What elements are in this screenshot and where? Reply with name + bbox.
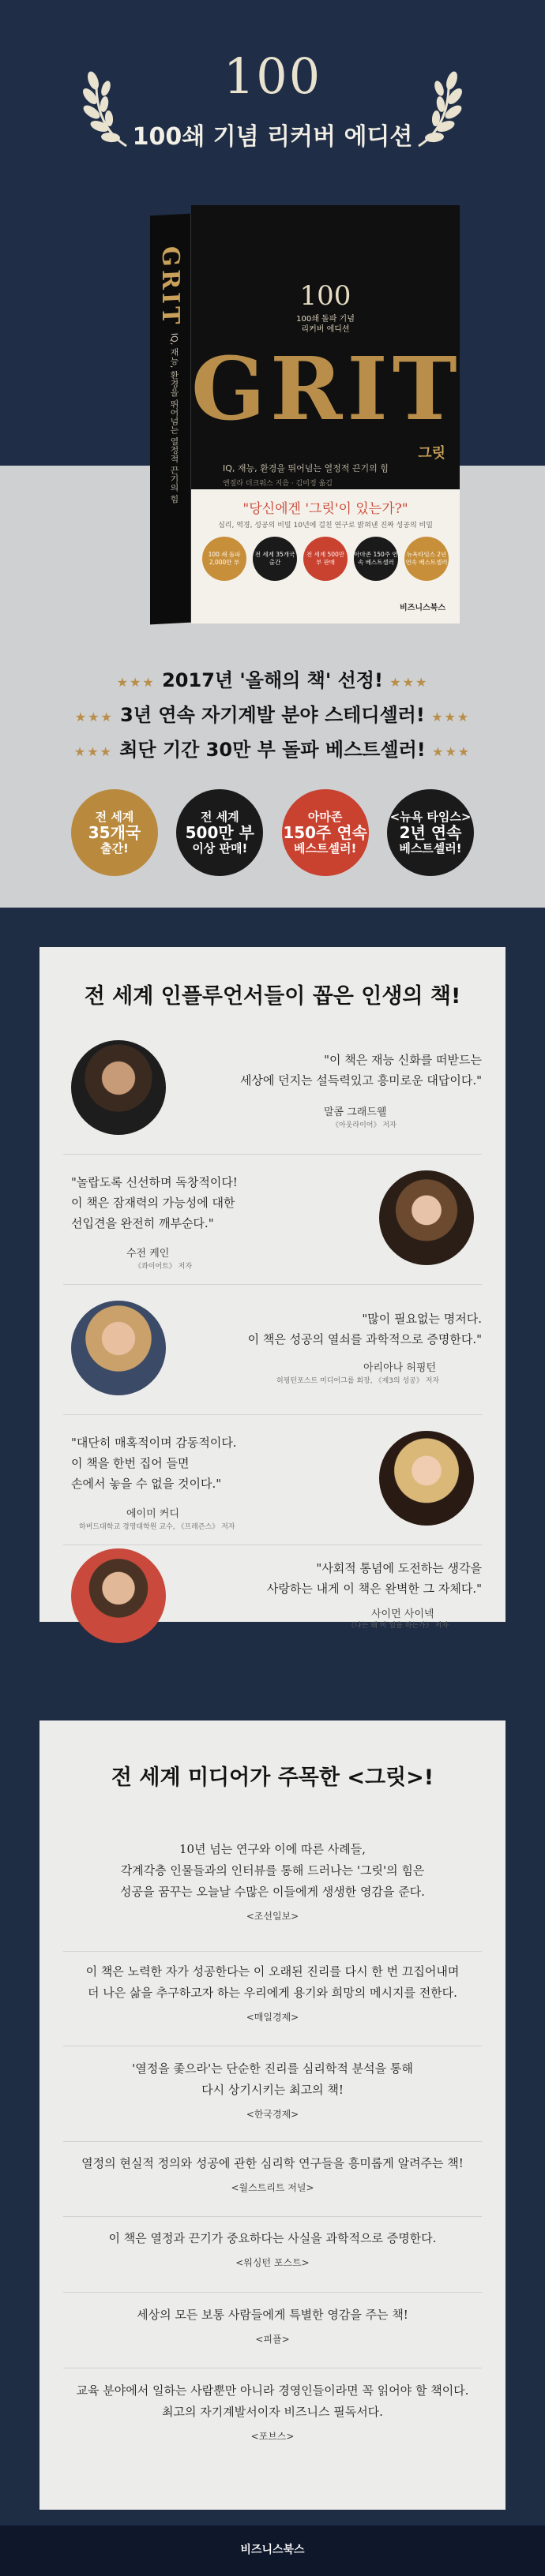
book-dot: 아마존 150주 연속 베스트셀러 (354, 537, 398, 581)
avatar (71, 1301, 166, 1395)
tagline-text: 최단 기간 30만 부 돌파 베스트셀러! (119, 739, 426, 761)
media-quote-text (55, 1961, 490, 2004)
divider (63, 2216, 482, 2217)
quote-line: 세상에 던지는 설득력있고 흥미로운 대답이다." (239, 1073, 482, 1088)
book-band (191, 489, 460, 623)
influencer-name: 수전 케인 (126, 1248, 170, 1260)
media-quote-2 (55, 1961, 490, 2024)
stars-icon: ★★★ (431, 710, 471, 724)
badge-line: 전 세계 (95, 810, 134, 824)
badge-line: 500만 부 (185, 823, 254, 842)
avatar (71, 1548, 166, 1643)
quote-line: 이 책은 성공의 열쇠를 과학적으로 증명한다." (247, 1332, 482, 1346)
hero-section (0, 0, 545, 908)
badge-line: 전 세계 (200, 810, 239, 824)
tagline-text: 2017년 '올해의 책' 선정! (162, 669, 383, 691)
media-source: <포브스> (250, 2431, 295, 2442)
influencer-quote (71, 1432, 371, 1494)
stars-icon: ★★★ (73, 744, 113, 759)
stars-icon: ★★★ (432, 744, 472, 759)
media-quote-3 (55, 2058, 490, 2121)
badge-line: <뉴욕 타임스> (389, 810, 472, 824)
badge-line: 출간! (100, 841, 129, 856)
influencer-role: 《콰이어트》 저자 (134, 1263, 193, 1271)
book-front (191, 205, 460, 623)
influencer-role: 《아웃라이어》 저자 (332, 1121, 397, 1129)
quote-line: 다시 상기시키는 최고의 책! (201, 2083, 344, 2097)
influencer-5 (63, 1541, 482, 1667)
media-quote-text (55, 2380, 490, 2423)
book-band-dots (202, 537, 449, 581)
media-source: <매일경제> (246, 2012, 299, 2023)
publisher-logo: 비즈니스북스 (240, 2544, 305, 2556)
media-quote-6 (55, 2305, 490, 2346)
book-publisher: 비즈니스북스 (400, 604, 445, 612)
quote-line: "사회적 통념에 도전하는 생각을 (316, 1561, 482, 1575)
book-front-number-sub1: 100쇄 돌파 기념 (296, 315, 355, 324)
influencer-role: 《나는 왜 이 일을 하는가》 저자 (348, 1622, 449, 1630)
quote-line: '열정을 좇으라'는 단순한 진리를 심리학적 분석을 통해 (132, 2061, 413, 2076)
book-dot: 전 세계 500만 부 판매 (303, 537, 348, 581)
quote-line: 최고의 자기계발서이자 비즈니스 필독서다. (162, 2405, 383, 2419)
quote-line: "놀랍도록 신선하며 독창적이다! (71, 1175, 238, 1189)
divider (63, 1284, 482, 1285)
book-title: GRIT (191, 338, 462, 440)
influencer-name: 말콤 그래드웰 (324, 1106, 387, 1118)
tagline-2 (0, 698, 545, 732)
influencer-quote (182, 1309, 482, 1350)
media-quote-7 (55, 2380, 490, 2443)
book-dot: 100 쇄 돌파 2,000만 부 (202, 537, 246, 581)
media-quote-4 (55, 2153, 490, 2194)
book-dot: 뉴욕타임스 2년 연속 베스트셀러 (404, 537, 449, 581)
divider (63, 1154, 482, 1155)
quote-line: 10년 넘는 연구와 이에 따른 사례들, (179, 1842, 366, 1856)
influencer-name: 사이먼 사이넥 (371, 1608, 434, 1620)
influencer-3 (63, 1286, 482, 1413)
quote-line: 교육 분야에서 일하는 사람뿐만 아니라 경영인들이라면 꼭 읽어야 할 책이다. (76, 2383, 469, 2398)
badge-35-countries (71, 789, 158, 876)
book-cover (150, 205, 460, 631)
quote-line: 열정의 현실적 정의와 성공에 관한 심리학 연구들을 흥미롭게 알려주는 책! (81, 2156, 464, 2170)
quote-line: "많이 필요없는 명저다. (362, 1312, 482, 1326)
media-quote-text (55, 2228, 490, 2249)
influencer-2 (63, 1156, 482, 1282)
avatar (379, 1431, 474, 1526)
influencer-1 (63, 1026, 482, 1152)
badge-line: 아마존 (307, 810, 343, 824)
quote-line: 세상의 모든 보통 사람들에게 특별한 영감을 주는 책! (137, 2308, 408, 2322)
media-quote-text (55, 2153, 490, 2174)
badge-5m-copies (176, 789, 263, 876)
media-quote-1 (55, 1839, 490, 1923)
footer (0, 2525, 545, 2576)
book-band-quote: "당신에겐 '그릿'이 있는가?" (242, 501, 408, 517)
influencer-quote (182, 1050, 482, 1091)
influencer-role: 허핑턴포스트 미디어그룹 회장, 《제3의 성공》 저자 (276, 1377, 440, 1385)
media-panel (39, 1720, 506, 2510)
book-front-number-sub (191, 314, 460, 335)
influencer-role: 하버드대학교 경영대학원 교수, 《프레즌스》 저자 (79, 1523, 235, 1531)
quote-line: 이 책은 잠재력의 가능성에 대한 (71, 1196, 235, 1210)
badge-line: 150주 연속 (283, 823, 367, 842)
tagline-text: 3년 연속 자기계발 분야 스테디셀러! (120, 704, 425, 726)
influencers-title: 전 세계 인플루언서들이 꼽은 인생의 책! (84, 984, 461, 1009)
spine-title: GRIT (156, 245, 184, 328)
stars-icon: ★★★ (116, 675, 156, 690)
influencer-quote (71, 1172, 371, 1234)
influencer-quote (182, 1558, 482, 1599)
media-quote-5 (55, 2228, 490, 2269)
badge-line: 35개국 (88, 823, 141, 842)
influencer-name: 에이미 커디 (126, 1508, 179, 1520)
quote-line: 사랑하는 내게 이 책은 완벽한 그 자체다." (266, 1582, 482, 1596)
badge-line: 베스트셀러! (399, 841, 462, 856)
quote-line: 이 책은 열정과 끈기가 중요하다는 사실을 과학적으로 증명한다. (108, 2231, 437, 2245)
quote-line: 선입견을 완전히 깨부순다." (71, 1216, 214, 1230)
quote-line: 더 나은 삶을 추구하고자 하는 우리에게 용기와 희망의 메시지를 전한다. (88, 1986, 457, 2000)
book-front-number-sub2: 리커버 에디션 (301, 325, 350, 334)
quote-line: 손에서 놓을 수 없을 것이다." (71, 1477, 222, 1491)
badge-line: 베스트셀러! (294, 841, 357, 856)
quote-line: 성공을 꿈꾸는 오늘날 수많은 이들에게 생생한 영감을 준다. (120, 1885, 425, 1899)
media-source: <피플> (255, 2334, 290, 2345)
media-quote-text (55, 1839, 490, 1903)
avatar (379, 1170, 474, 1265)
taglines (0, 663, 545, 767)
hero-subtitle: 100쇄 기념 리커버 에디션 (132, 123, 413, 151)
book-dot: 전 세계 35개국 출간 (253, 537, 297, 581)
media-quote-text (55, 2305, 490, 2326)
influencers-panel (39, 947, 506, 1630)
divider (63, 2292, 482, 2293)
quote-line: 이 책을 한번 집어 들면 (71, 1456, 190, 1470)
media-source: <월스트리트 저널> (231, 2182, 314, 2193)
book-band-quote-sub: 심리, 역경, 성공의 비밀 10년에 걸친 연구로 밝혀낸 진짜 성공의 비밀 (218, 522, 433, 530)
book-spine (150, 214, 191, 625)
badge-line: 이상 판매! (192, 841, 248, 856)
tagline-1 (0, 663, 545, 698)
media-quote-text (55, 2058, 490, 2101)
badge-line: 2년 연속 (399, 823, 462, 842)
tagline-3 (0, 732, 545, 767)
divider (63, 2141, 482, 2142)
book-title-ko: 그릿 (418, 445, 445, 462)
hero-number: 100 (223, 47, 322, 105)
badge-amazon (282, 789, 369, 876)
book-front-number: 100 (299, 280, 351, 312)
avatar (71, 1040, 166, 1135)
spine-subtitle: IQ, 재능, 환경을 뛰어넘는 열정적 끈기의 힘 (169, 332, 179, 504)
media-source: <한국경제> (246, 2109, 299, 2120)
media-title: 전 세계 미디어가 주목한 <그릿>! (111, 1765, 434, 1790)
book-tagline: IQ, 재능, 환경을 뛰어넘는 열정적 끈기의 힘 (223, 463, 389, 474)
influencer-4 (63, 1417, 482, 1543)
quote-line: "이 책은 재능 신화를 떠받드는 (324, 1053, 482, 1067)
quote-line: "대단히 매혹적이며 감동적이다. (71, 1436, 237, 1450)
badges (71, 789, 474, 876)
stars-icon: ★★★ (74, 710, 114, 724)
stars-icon: ★★★ (389, 675, 429, 690)
quote-line: 이 책은 노력한 자가 성공한다는 이 오래된 진리를 다시 한 번 끄집어내며 (85, 1964, 460, 1979)
media-source: <워싱턴 포스트> (235, 2257, 310, 2268)
media-source: <조선일보> (246, 1911, 299, 1922)
quote-line: 각계각층 인물들과의 인터뷰를 통해 드러나는 '그릿'의 힘은 (120, 1863, 425, 1878)
divider (63, 1951, 482, 1952)
divider (63, 1414, 482, 1415)
influencer-name: 아리아나 허핑턴 (363, 1362, 437, 1374)
badge-nyt (387, 789, 474, 876)
book-author: 앤절라 더크워스 지음 · 김미정 옮김 (223, 480, 333, 488)
